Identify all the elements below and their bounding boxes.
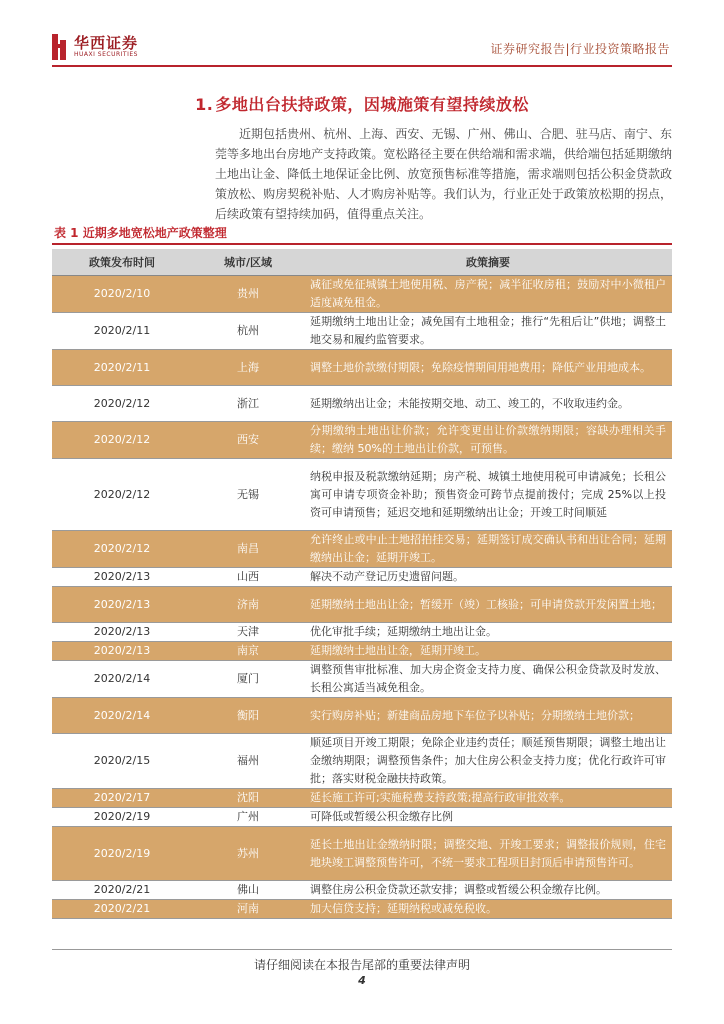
table-row	[52, 276, 672, 313]
city-cell: 浙江	[192, 386, 304, 422]
summary-cell: 可降低或暂缓公积金缴存比例	[304, 808, 672, 827]
date-cell: 2020/2/13	[52, 568, 192, 587]
table-row	[52, 827, 672, 881]
date-cell: 2020/2/11	[52, 350, 192, 386]
summary-cell: 分期缴纳土地出让价款；允许变更出让价款缴纳期限；容缺办理相关手续；缴纳 50%的土地出让价款，可预售。	[304, 422, 672, 459]
brand-logo	[52, 34, 138, 60]
date-cell: 2020/2/13	[52, 587, 192, 623]
table-row	[52, 881, 672, 900]
summary-cell: 延期缴纳土地出让金，延期开竣工。	[304, 642, 672, 661]
table-row	[52, 386, 672, 422]
city-cell: 西安	[192, 422, 304, 459]
summary-cell: 允许终止或中止土地招拍挂交易；延期签订成交确认书和出让合同；延期缴纳出让金；延期开竣工。	[304, 531, 672, 568]
logo-mark-icon	[52, 34, 68, 60]
table-row	[52, 734, 672, 789]
legal-notice: 请仔细阅读在本报告尾部的重要法律声明	[253, 958, 470, 972]
summary-cell: 延期缴纳土地出让金；减免国有土地租金；推行“先租后让”供地；调整土地交易和履约监管要求。	[304, 313, 672, 350]
header-date: 政策发布时间	[52, 249, 192, 276]
summary-cell: 延长土地出让金缴纳时限；调整交地、开竣工要求；调整报价规则，住宅地块竣工调整预售许可，不统一要求工程项目封顶后申请预售许可。	[304, 827, 672, 881]
date-cell: 2020/2/14	[52, 698, 192, 734]
summary-cell: 优化审批手续；延期缴纳土地出让金。	[304, 623, 672, 642]
header-divider	[52, 65, 672, 67]
date-cell: 2020/2/13	[52, 623, 192, 642]
city-cell: 南昌	[192, 531, 304, 568]
table-row	[52, 789, 672, 808]
body-paragraph: 近期包括贵州、杭州、上海、西安、无锡、广州、佛山、合肥、驻马店、南宁、东莞等多地出台房地产支持政策。宽松路径主要在供给端和需求端，供给端包括延期缴纳土地出让金、降低土地保证金比例、放宽预售标准等措施，需求端则包括公积金贷款政策放松、购房契税补贴、人才购房补贴等。我们认为，行业正处于政策放松期的拐点，后续政策有望持续加码，值得重点关注。	[215, 127, 672, 221]
city-cell: 杭州	[192, 313, 304, 350]
policy-table	[52, 249, 672, 919]
city-cell: 河南	[192, 900, 304, 919]
date-cell: 2020/2/21	[52, 881, 192, 900]
date-cell: 2020/2/15	[52, 734, 192, 789]
city-cell: 贵州	[192, 276, 304, 313]
city-cell: 苏州	[192, 827, 304, 881]
date-cell: 2020/2/19	[52, 808, 192, 827]
summary-cell: 实行购房补贴；新建商品房地下车位予以补贴；分期缴纳土地价款；	[304, 698, 672, 734]
date-cell: 2020/2/12	[52, 422, 192, 459]
summary-cell: 延期缴纳出让金；未能按期交地、动工、竣工的，不收取违约金。	[304, 386, 672, 422]
table-row	[52, 350, 672, 386]
table-row	[52, 900, 672, 919]
date-cell: 2020/2/12	[52, 459, 192, 531]
summary-cell: 调整土地价款缴付期限；免除疫情期间用地费用；降低产业用地成本。	[304, 350, 672, 386]
summary-cell: 延期缴纳土地出让金；暂缓开（竣）工核验；可申请贷款开发闲置土地；	[304, 587, 672, 623]
city-cell: 上海	[192, 350, 304, 386]
city-cell: 佛山	[192, 881, 304, 900]
city-cell: 南京	[192, 642, 304, 661]
city-cell: 衡阳	[192, 698, 304, 734]
summary-cell: 解决不动产登记历史遗留问题。	[304, 568, 672, 587]
summary-cell: 调整住房公积金贷款还款安排；调整或暂缓公积金缴存比例。	[304, 881, 672, 900]
city-cell: 无锡	[192, 459, 304, 531]
table-row	[52, 568, 672, 587]
summary-cell: 减征或免征城镇土地使用税、房产税；减半征收房租；鼓励对中小微租户适度减免租金。	[304, 276, 672, 313]
summary-cell: 延长施工许可;实施税费支持政策;提高行政审批效率。	[304, 789, 672, 808]
date-cell: 2020/2/12	[52, 386, 192, 422]
table-caption: 表 1 近期多地宽松地产政策整理	[54, 226, 227, 240]
footer-divider	[52, 949, 672, 950]
brand-name-cn: 华西证券	[74, 34, 139, 52]
city-cell: 沈阳	[192, 789, 304, 808]
date-cell: 2020/2/21	[52, 900, 192, 919]
table-row	[52, 587, 672, 623]
city-cell: 山西	[192, 568, 304, 587]
city-cell: 天津	[192, 623, 304, 642]
summary-cell: 顺延项目开竣工期限；免除企业违约责任；顺延预售期限；调整土地出让金缴纳期限；调整预售条件；加大住房公积金支持力度；优化行政许可审批；落实财税金融扶持政策。	[304, 734, 672, 789]
summary-cell: 加大信贷支持；延期纳税或减免税收。	[304, 900, 672, 919]
table-row	[52, 422, 672, 459]
page-number: 4	[358, 974, 366, 987]
table-row	[52, 642, 672, 661]
city-cell: 济南	[192, 587, 304, 623]
section-title	[0, 92, 724, 115]
date-cell: 2020/2/12	[52, 531, 192, 568]
date-cell: 2020/2/17	[52, 789, 192, 808]
table-row	[52, 698, 672, 734]
section-number: 1.	[195, 95, 214, 114]
table-row	[52, 661, 672, 698]
date-cell: 2020/2/10	[52, 276, 192, 313]
city-cell: 厦门	[192, 661, 304, 698]
section-title-text: 多地出台扶持政策，因城施策有望持续放松	[215, 95, 529, 114]
table-row	[52, 623, 672, 642]
table-row	[52, 808, 672, 827]
header-city: 城市/区域	[192, 249, 304, 276]
date-cell: 2020/2/14	[52, 661, 192, 698]
date-cell: 2020/2/11	[52, 313, 192, 350]
table-row	[52, 313, 672, 350]
date-cell: 2020/2/13	[52, 642, 192, 661]
summary-cell: 调整预售审批标准、加大房企资金支持力度、确保公积金贷款及时发放、长租公寓适当减免租金。	[304, 661, 672, 698]
city-cell: 广州	[192, 808, 304, 827]
header-summary: 政策摘要	[304, 249, 672, 276]
table-top-rule	[52, 243, 672, 245]
table-row	[52, 531, 672, 568]
table-row	[52, 459, 672, 531]
brand-name-en: HUAXI SECURITIES	[74, 51, 138, 58]
city-cell: 福州	[192, 734, 304, 789]
date-cell: 2020/2/19	[52, 827, 192, 881]
summary-cell: 纳税申报及税款缴纳延期；房产税、城镇土地使用税可申请减免；长租公寓可申请专项资金补助；预售资金可跨节点提前拨付；完成 25%以上投资可申请预售；延迟交地和延期缴纳出让金；开竣工时间顺延	[304, 459, 672, 531]
table-header-row	[52, 249, 672, 276]
report-type: 证券研究报告|行业投资策略报告	[490, 42, 670, 56]
page-header	[0, 0, 724, 70]
